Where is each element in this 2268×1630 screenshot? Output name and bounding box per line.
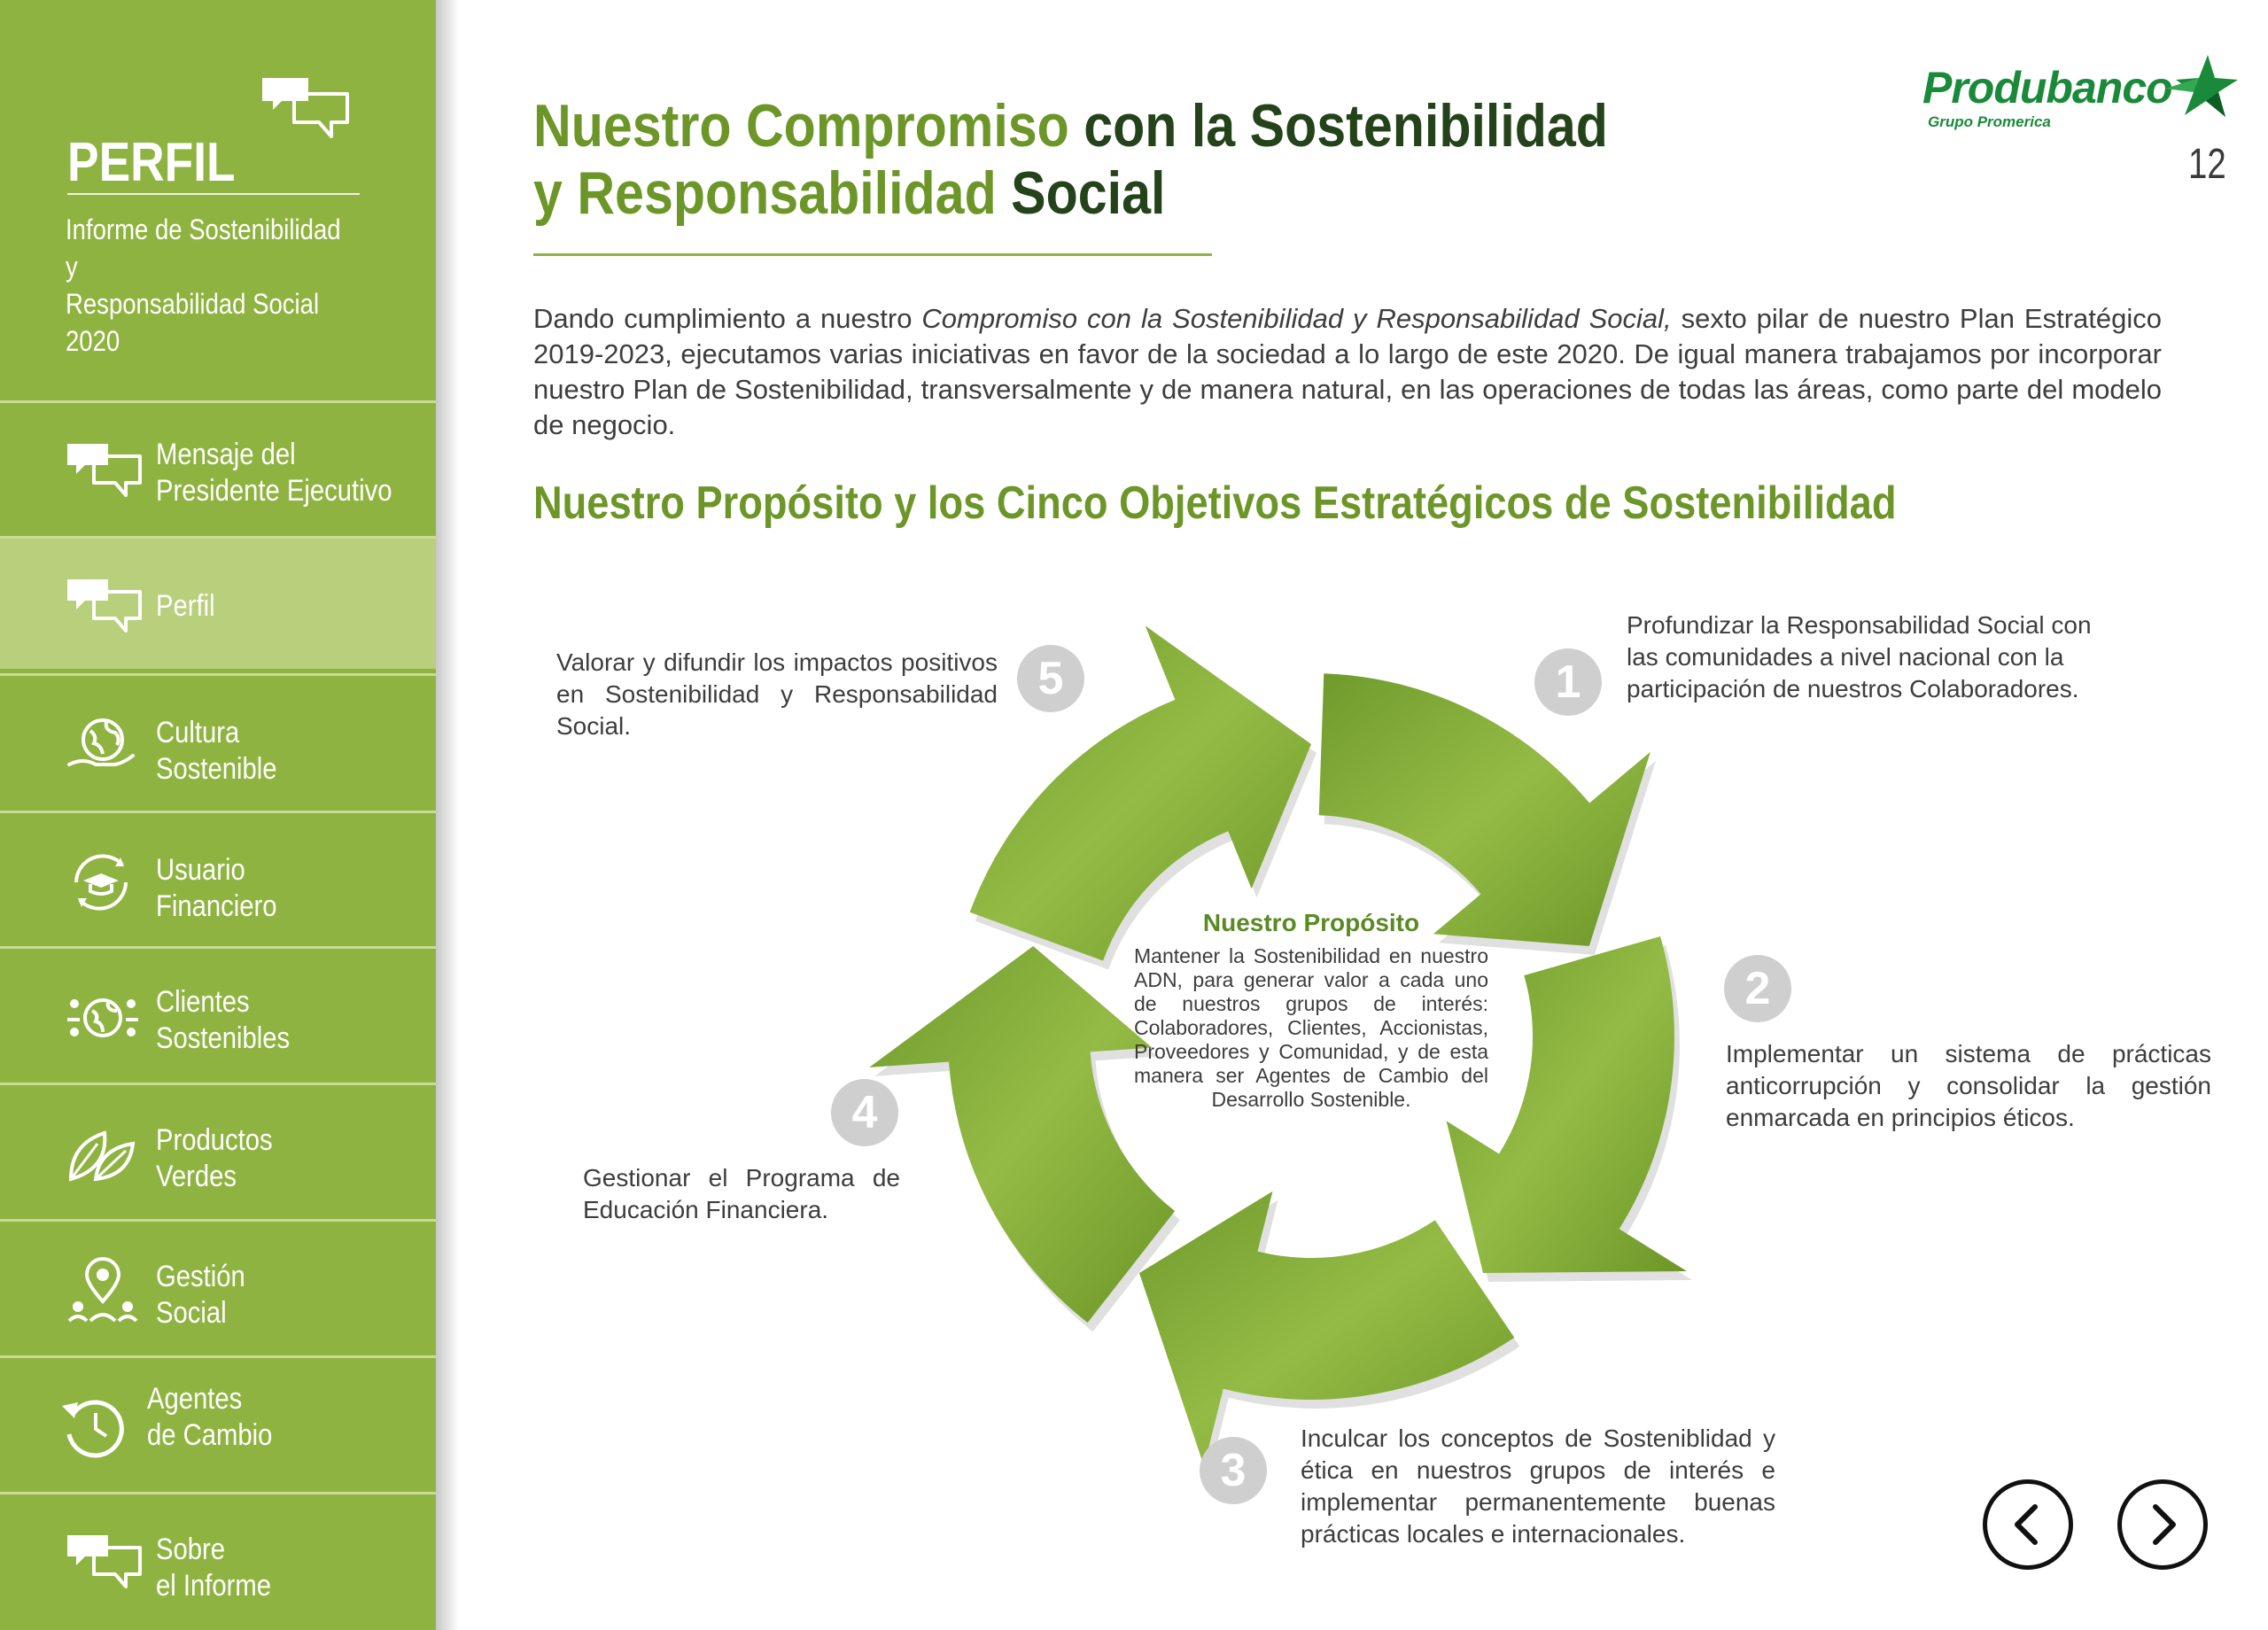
sidebar-item-clientes[interactable] bbox=[0, 946, 436, 1079]
location-people-icon bbox=[64, 1257, 144, 1324]
sidebar-item-mensaje[interactable] bbox=[0, 400, 436, 533]
logo-subtitle: Grupo Promerica bbox=[1928, 113, 2051, 130]
chevron-right-icon bbox=[2122, 1484, 2203, 1565]
objective-text-5: Valorar y difundir los impactos positivos en Sostenibilidad y Responsabilidad Social. bbox=[556, 648, 998, 740]
objective-number-5: 5 bbox=[1017, 645, 1084, 712]
star-icon bbox=[2163, 53, 2238, 120]
refresh-arrow-icon bbox=[55, 1393, 135, 1461]
sidebar-item-label: Agentes de Cambio bbox=[147, 1382, 273, 1452]
title-part-4: Social bbox=[996, 159, 1166, 227]
sidebar-header bbox=[0, 0, 436, 400]
sidebar-title: PERFIL bbox=[67, 132, 236, 193]
globe-people-icon bbox=[64, 984, 144, 1052]
chevron-left-icon bbox=[1987, 1484, 2069, 1565]
intro-emphasis: Compromiso con la Sostenibilidad y Responsabilidad Social, bbox=[921, 303, 1672, 334]
sidebar bbox=[0, 0, 436, 1630]
speech-bubbles-icon bbox=[64, 439, 144, 506]
sidebar-shadow bbox=[436, 0, 459, 1630]
graduation-cycle-icon bbox=[64, 849, 144, 916]
intro-text-before: Dando cumplimiento a nuestro bbox=[533, 303, 922, 334]
sidebar-item-label: Sobre el Informe bbox=[156, 1533, 272, 1603]
purpose-text: Mantener la Sostenibilidad en nuestro ADN, para generar valor a cada uno de nuestros grupos de interés: Colaboradores, Clientes, Accionistas, Proveedores y Comunidad, y de esta manera ser Agentes de Cambio del Desarrollo Sostenible. bbox=[1134, 944, 1488, 1111]
next-page-button[interactable] bbox=[2117, 1479, 2208, 1570]
intro-paragraph bbox=[533, 301, 2162, 443]
globe-hand-icon bbox=[64, 711, 144, 779]
intro-text-after: sexto pilar de nuestro Plan Estratégico 2019-2023, ejecutamos varias iniciativas en favor de la sociedad a lo largo de este 2020. De igual manera trabajamos por incorporar nuestro Plan de Sostenibilidad, transversalmente y de manera natural, en las operaciones de todas las áreas, como parte del modelo de negocio. bbox=[533, 303, 2162, 440]
speech-bubbles-icon bbox=[64, 574, 144, 641]
sidebar-item-label: Clientes Sostenibles bbox=[156, 985, 291, 1055]
sidebar-item-agentes[interactable] bbox=[0, 1355, 436, 1488]
title-divider bbox=[533, 253, 1212, 256]
sidebar-item-usuario[interactable] bbox=[0, 811, 436, 943]
page-title bbox=[533, 92, 1608, 227]
title-part-3: y Responsabilidad bbox=[533, 159, 997, 227]
sidebar-item-gestion[interactable] bbox=[0, 1219, 436, 1352]
objective-number-4: 4 bbox=[831, 1079, 898, 1146]
objective-number-3: 3 bbox=[1200, 1437, 1267, 1504]
speech-bubbles-icon bbox=[259, 74, 353, 144]
sidebar-item-label: Gestión Social bbox=[156, 1260, 245, 1330]
sidebar-item-productos[interactable] bbox=[0, 1083, 436, 1215]
sidebar-item-label: Productos Verdes bbox=[156, 1123, 273, 1193]
sidebar-item-label: Usuario Financiero bbox=[156, 853, 277, 923]
sidebar-item-label: Perfil bbox=[156, 589, 215, 623]
section-subheading: Nuestro Propósito y los Cinco Objetivos Estratégicos de Sostenibilidad bbox=[533, 477, 1897, 529]
objective-number-2: 2 bbox=[1724, 955, 1791, 1022]
title-part-2: con la Sostenibilidad bbox=[1068, 92, 1608, 159]
title-part-1: Nuestro Compromiso bbox=[533, 92, 1069, 159]
previous-page-button[interactable] bbox=[1983, 1479, 2073, 1570]
speech-bubbles-icon bbox=[64, 1530, 144, 1597]
produbanco-logo bbox=[1922, 53, 2241, 142]
sidebar-item-perfil[interactable] bbox=[0, 536, 436, 669]
sidebar-subtitle: Informe de Sostenibilidad y Responsabilidad Social 2020 bbox=[66, 213, 341, 357]
page-number: 12 bbox=[2188, 141, 2226, 188]
sidebar-item-label: Cultura Sostenible bbox=[156, 716, 277, 786]
purpose-center bbox=[1134, 909, 1488, 1112]
objective-text-3: Inculcar los conceptos de Sosteniblidad y ética en nuestros grupos de interés e implementar permanentemente buenas prácticas locales e internacionales. bbox=[1301, 1424, 1775, 1548]
sidebar-item-label: Mensaje del Presidente Ejecutivo bbox=[156, 438, 392, 508]
sidebar-item-cultura[interactable] bbox=[0, 673, 436, 806]
objective-text-1: Profundizar la Responsabilidad Social con las comunidades a nivel nacional con la participación de nuestros Colaboradores. bbox=[1627, 611, 2092, 702]
objective-text-4: Gestionar el Programa de Educación Financiera. bbox=[583, 1164, 900, 1223]
sidebar-item-sobre[interactable] bbox=[0, 1492, 436, 1625]
purpose-title: Nuestro Propósito bbox=[1202, 909, 1420, 936]
cycle-arrow-4 bbox=[869, 946, 1175, 1323]
objective-number-1: 1 bbox=[1534, 648, 1602, 716]
cycle-arrow-1 bbox=[1319, 673, 1651, 946]
sidebar-title-rule bbox=[67, 193, 360, 195]
leaves-icon bbox=[64, 1121, 144, 1188]
logo-brand: Produbanco bbox=[1922, 63, 2172, 113]
objective-text-2: Implementar un sistema de prácticas anticorrupción y consolidar la gestión enmarcada en principios éticos. bbox=[1726, 1040, 2211, 1131]
